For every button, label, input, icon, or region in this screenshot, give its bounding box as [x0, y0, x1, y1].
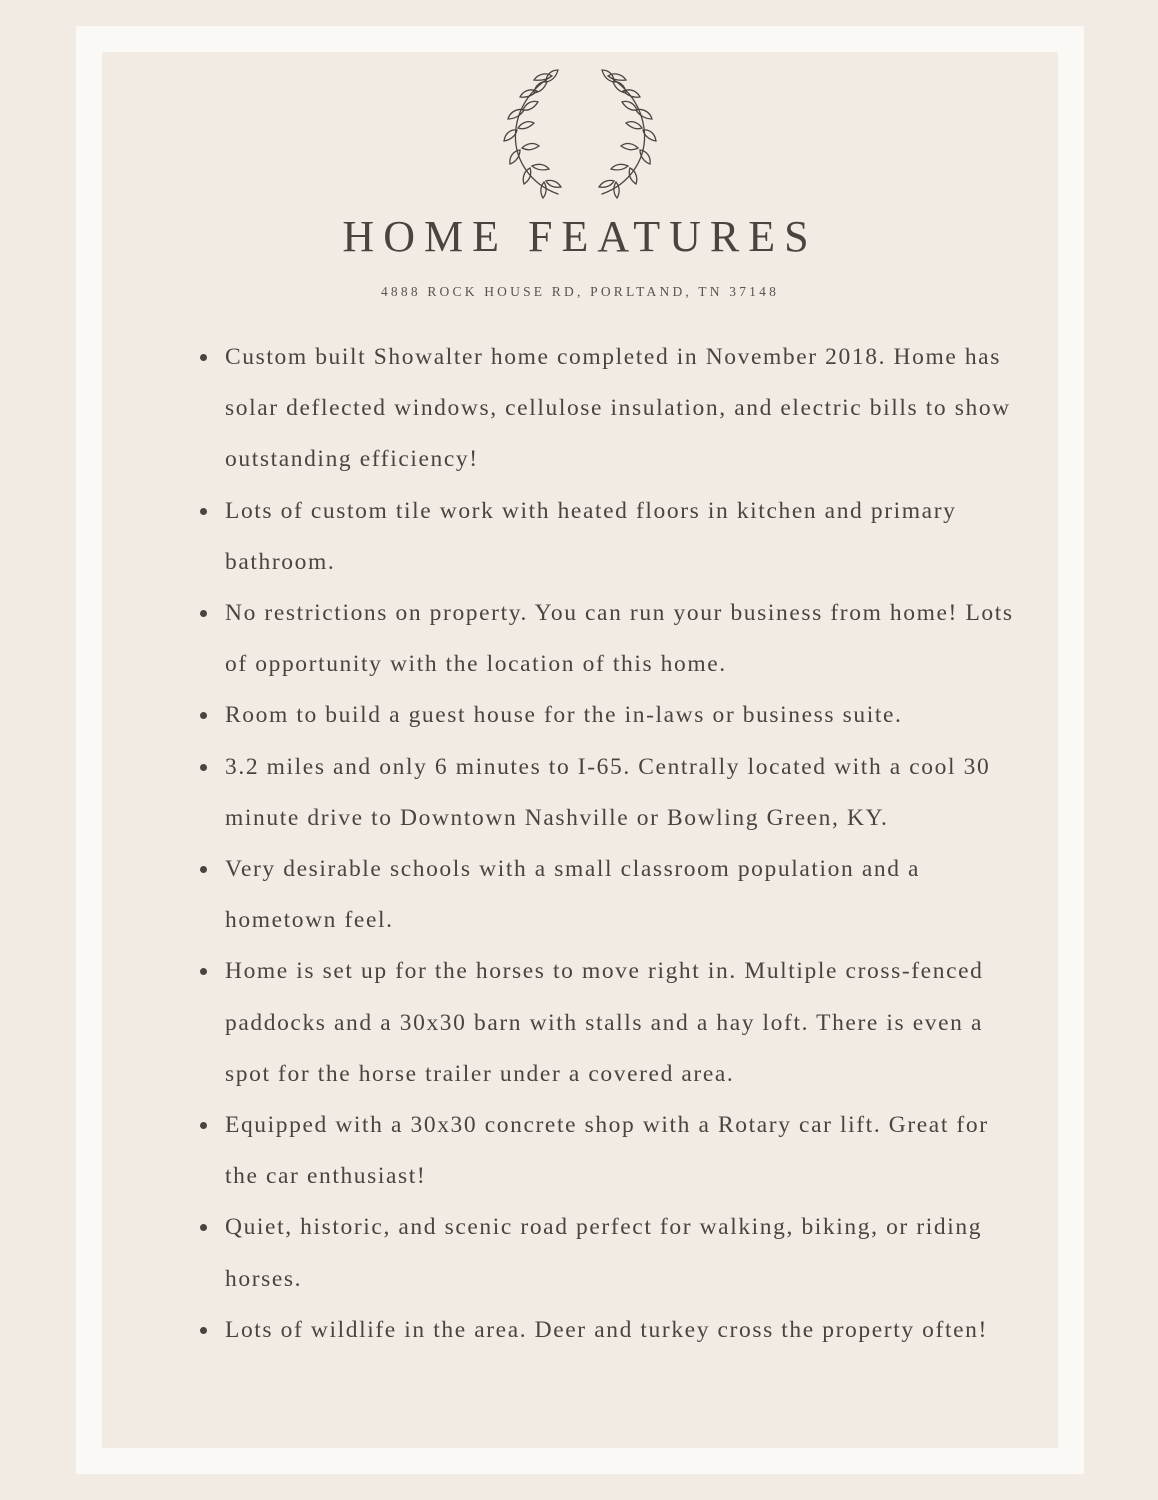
feature-text: Room to build a guest house for the in-laws or business suite. — [225, 702, 903, 729]
bullet-icon — [200, 968, 207, 975]
bullet-icon — [200, 1327, 207, 1334]
bullet-icon — [200, 764, 207, 771]
feature-text: Equipped with a 30x30 concrete shop with a Rotary car lift. Great for the car enthusiast! — [225, 1112, 989, 1190]
feature-text: Home is set up for the horses to move right in. Multiple cross-fenced paddocks and a 30x30 barn with stalls and a hay loft. There is even a spot for the horse trailer under a covered area. — [225, 958, 984, 1087]
bullet-icon — [200, 1224, 207, 1231]
list-item — [200, 486, 1020, 588]
list-item — [200, 946, 1020, 1100]
laurel-wreath-icon — [500, 66, 660, 201]
list-item — [200, 1100, 1020, 1202]
bullet-icon — [200, 1122, 207, 1129]
list-item — [200, 742, 1020, 844]
list-item — [200, 844, 1020, 946]
bullet-icon — [200, 610, 207, 617]
page-title: HOME FEATURES — [342, 212, 818, 261]
bullet-icon — [200, 866, 207, 873]
feature-text: Very desirable schools with a small classroom population and a hometown feel. — [225, 856, 921, 934]
list-item — [200, 1202, 1020, 1304]
bullet-icon — [200, 354, 207, 361]
feature-text: No restrictions on property. You can run your business from home! Lots of opportunity with the location of this home. — [225, 600, 1014, 678]
feature-text: Lots of wildlife in the area. Deer and turkey cross the property often! — [225, 1316, 988, 1343]
list-item — [200, 332, 1020, 486]
feature-text: 3.2 miles and only 6 minutes to I-65. Centrally located with a cool 30 minute drive to Downtown Nashville or Bowling Green, KY. — [225, 753, 991, 831]
feature-text: Quiet, historic, and scenic road perfect for walking, biking, or riding horses. — [225, 1214, 983, 1292]
feature-text: Custom built Showalter home completed in November 2018. Home has solar deflected windows, cellulose insulation, and electric bills to show outstanding efficiency! — [225, 344, 1011, 473]
list-item — [200, 690, 1020, 741]
list-item — [200, 588, 1020, 690]
bullet-icon — [200, 508, 207, 515]
property-address: 4888 ROCK HOUSE RD, PORLTAND, TN 37148 — [380, 284, 780, 299]
bullet-icon — [200, 712, 207, 719]
list-item — [200, 1305, 1020, 1356]
feature-text: Lots of custom tile work with heated floors in kitchen and primary bathroom. — [225, 497, 957, 575]
features-list — [200, 332, 1020, 1356]
